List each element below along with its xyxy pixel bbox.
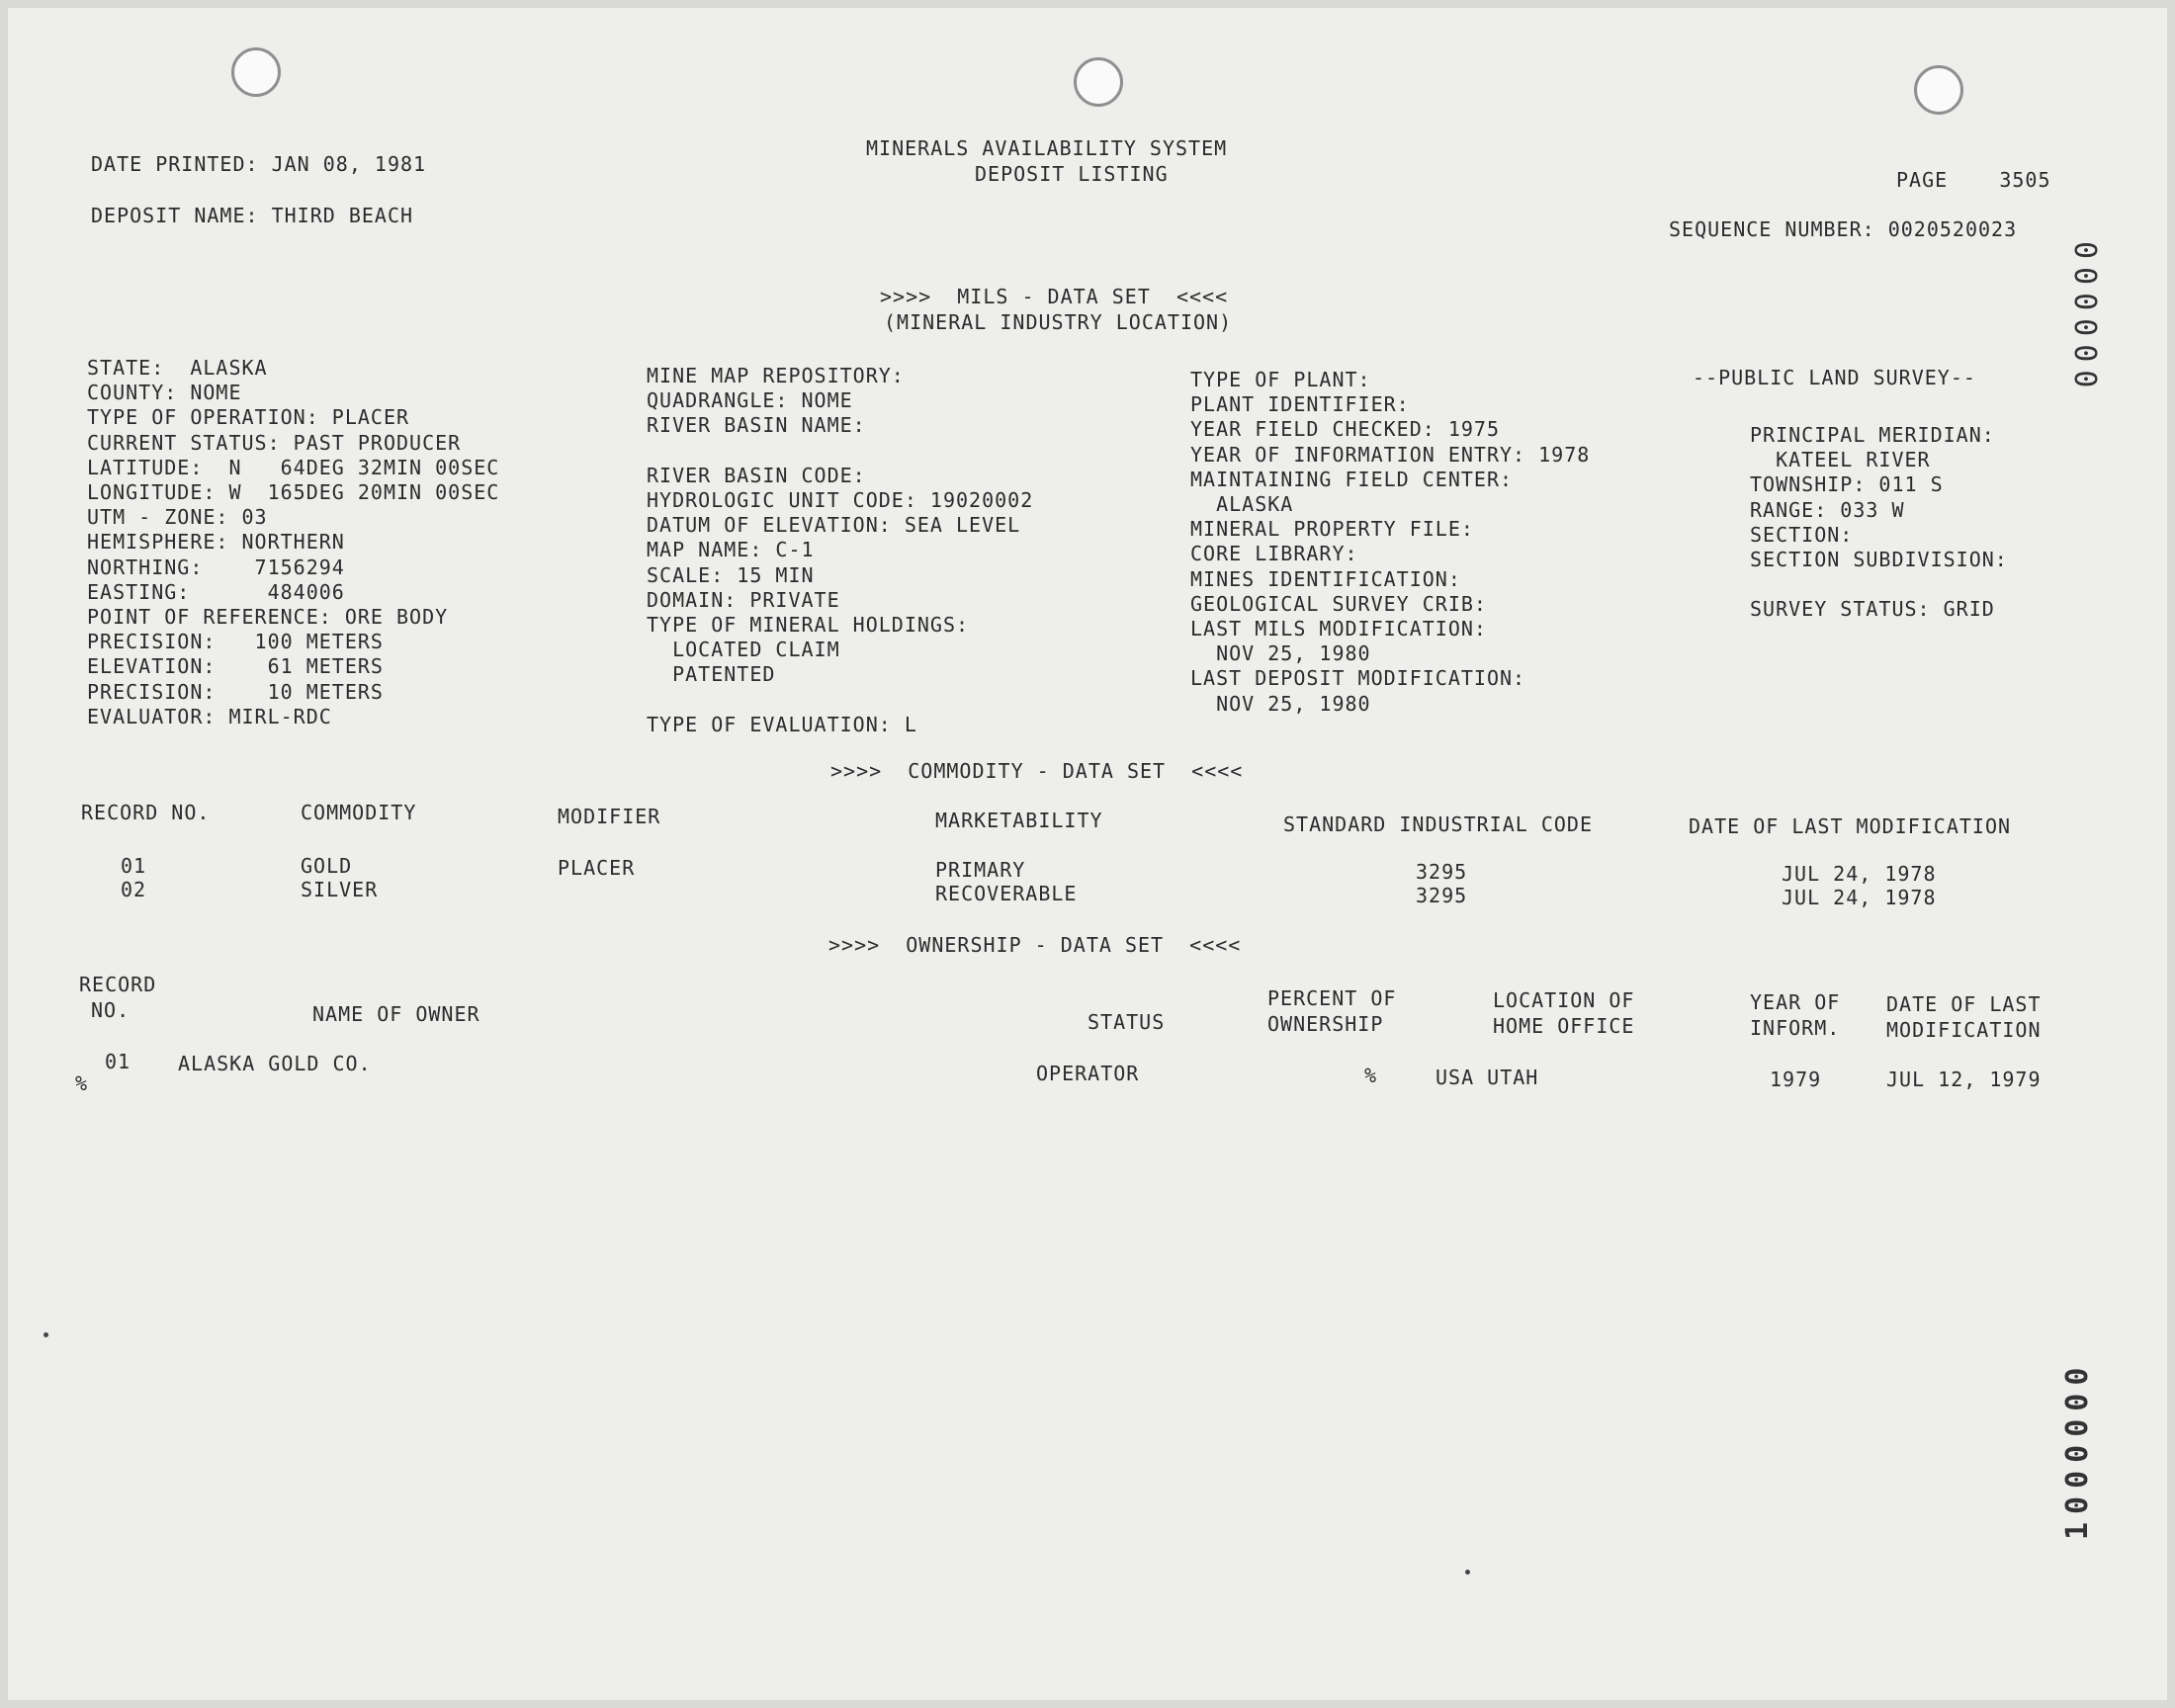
location-field-8: NORTHING: 7156294 <box>87 555 345 579</box>
margin-code-top: 000000 <box>2067 241 2102 396</box>
ownership-cell-record: 01 <box>105 1050 131 1073</box>
commodity-cell-marketability: PRIMARY <box>935 858 1026 882</box>
ownership-header-record-2: NO. <box>91 998 130 1022</box>
commodity-cell-record: 02 <box>121 878 147 901</box>
survey-field-0: PRINCIPAL MERIDIAN: <box>1750 423 1995 447</box>
plant-field-0: TYPE OF PLANT: <box>1190 368 1371 391</box>
plant-field-4: MAINTAINING FIELD CENTER: <box>1190 467 1514 491</box>
sequence-number: SEQUENCE NUMBER: 0020520023 <box>1669 217 2018 241</box>
plant-field-8: MINES IDENTIFICATION: <box>1190 566 1461 591</box>
page-number: PAGE 3505 <box>1896 168 2051 192</box>
ownership-header-year-1: YEAR OF <box>1750 990 1841 1014</box>
commodity-cell-commodity: GOLD <box>301 854 353 878</box>
binder-hole-right <box>1914 65 1963 115</box>
ownership-header-year-2: INFORM. <box>1750 1016 1841 1040</box>
map-field-6: DATUM OF ELEVATION: SEA LEVEL <box>647 513 1021 538</box>
commodity-header-last-mod: DATE OF LAST MODIFICATION <box>1689 814 2012 838</box>
commodity-cell-marketability: RECOVERABLE <box>935 882 1078 905</box>
map-field-5: HYDROLOGIC UNIT CODE: 19020002 <box>647 488 1034 512</box>
map-field-2: RIVER BASIN NAME: <box>647 413 866 438</box>
location-field-4: LATITUDE: N 64DEG 32MIN 00SEC <box>87 455 500 479</box>
plant-field-9: GEOLOGICAL SURVEY CRIB: <box>1190 591 1487 616</box>
commodity-header-commodity: COMMODITY <box>301 801 417 824</box>
commodity-header-sic: STANDARD INDUSTRIAL CODE <box>1283 812 1593 836</box>
commodity-header-marketability: MARKETABILITY <box>935 809 1103 832</box>
ownership-header-percent-1: PERCENT OF <box>1267 986 1397 1010</box>
location-field-0: STATE: ALASKA <box>87 356 268 380</box>
ownership-header-status: STATUS <box>1088 1010 1166 1034</box>
survey-field-1: KATEEL RIVER <box>1750 448 1931 472</box>
plant-field-1: PLANT IDENTIFIER: <box>1190 392 1410 417</box>
plant-field-10: LAST MILS MODIFICATION: <box>1190 617 1487 640</box>
location-field-3: CURRENT STATUS: PAST PRODUCER <box>87 430 462 455</box>
system-title: MINERALS AVAILABILITY SYSTEM <box>866 136 1228 160</box>
survey-field-5: SECTION SUBDIVISION: <box>1750 548 2008 571</box>
ownership-cell-flag: % <box>75 1071 89 1095</box>
ownership-header-owner: NAME OF OWNER <box>312 1002 480 1026</box>
survey-field-2: TOWNSHIP: 011 S <box>1750 472 1944 497</box>
plant-field-13: NOV 25, 1980 <box>1190 691 1371 716</box>
plant-field-12: LAST DEPOSIT MODIFICATION: <box>1190 666 1526 691</box>
commodity-cell-modifier: PLACER <box>558 856 636 880</box>
location-field-2: TYPE OF OPERATION: PLACER <box>87 405 410 430</box>
commodity-cell-last_mod: JUL 24, 1978 <box>1782 886 1937 909</box>
margin-code-bottom: 1000000 <box>2060 1359 2095 1540</box>
ownership-header-location-1: LOCATION OF <box>1493 988 1635 1012</box>
location-field-1: COUNTY: NOME <box>87 381 242 405</box>
ownership-header-percent-2: OWNERSHIP <box>1267 1012 1384 1036</box>
location-field-7: HEMISPHERE: NORTHERN <box>87 530 345 555</box>
commodity-cell-commodity: SILVER <box>301 878 379 901</box>
survey-field-4: SECTION: <box>1750 522 1854 547</box>
binder-hole-center <box>1074 57 1123 107</box>
ownership-heading: >>>> OWNERSHIP - DATA SET <<<< <box>828 933 1242 957</box>
deposit-name: DEPOSIT NAME: THIRD BEACH <box>91 204 414 227</box>
map-field-14: TYPE OF EVALUATION: L <box>647 712 917 736</box>
map-field-10: TYPE OF MINERAL HOLDINGS: <box>647 613 970 637</box>
location-field-12: ELEVATION: 61 METERS <box>87 654 384 679</box>
map-field-4: RIVER BASIN CODE: <box>647 463 866 487</box>
listing-title: DEPOSIT LISTING <box>975 162 1169 186</box>
commodity-header-record: RECORD NO. <box>81 801 211 824</box>
mils-subheading: (MINERAL INDUSTRY LOCATION) <box>884 310 1233 334</box>
plant-field-2: YEAR FIELD CHECKED: 1975 <box>1190 417 1500 442</box>
commodity-heading: >>>> COMMODITY - DATA SET <<<< <box>830 759 1244 783</box>
ownership-header-location-2: HOME OFFICE <box>1493 1014 1635 1038</box>
document-page <box>8 8 2167 1700</box>
commodity-header-modifier: MODIFIER <box>558 805 661 828</box>
commodity-cell-sic: 3295 <box>1416 860 1468 884</box>
location-field-5: LONGITUDE: W 165DEG 20MIN 00SEC <box>87 480 500 504</box>
commodity-cell-sic: 3295 <box>1416 884 1468 907</box>
map-field-1: QUADRANGLE: NOME <box>647 388 853 413</box>
plant-field-6: MINERAL PROPERTY FILE: <box>1190 517 1474 542</box>
ownership-cell-status: OPERATOR <box>1036 1062 1140 1085</box>
survey-field-3: RANGE: 033 W <box>1750 497 1905 522</box>
location-field-13: PRECISION: 10 METERS <box>87 679 384 704</box>
binder-hole-left <box>231 47 281 97</box>
mils-heading: >>>> MILS - DATA SET <<<< <box>880 285 1229 308</box>
plant-field-3: YEAR OF INFORMATION ENTRY: 1978 <box>1190 442 1591 467</box>
map-field-9: DOMAIN: PRIVATE <box>647 587 840 612</box>
location-field-6: UTM - ZONE: 03 <box>87 505 268 530</box>
map-field-8: SCALE: 15 MIN <box>647 562 815 587</box>
plant-field-11: NOV 25, 1980 <box>1190 641 1371 666</box>
map-field-12: PATENTED <box>647 662 776 687</box>
commodity-cell-last_mod: JUL 24, 1978 <box>1782 862 1937 886</box>
ownership-cell-last_mod: JUL 12, 1979 <box>1886 1068 2042 1091</box>
map-field-0: MINE MAP REPOSITORY: <box>647 364 905 387</box>
ownership-cell-location: USA UTAH <box>1436 1066 1539 1089</box>
ownership-cell-owner: ALASKA GOLD CO. <box>178 1052 372 1075</box>
stray-mark <box>44 1332 48 1337</box>
plant-field-7: CORE LIBRARY: <box>1190 542 1358 566</box>
survey-field-7: SURVEY STATUS: GRID <box>1750 597 1995 622</box>
date-printed: DATE PRINTED: JAN 08, 1981 <box>91 152 427 176</box>
map-field-11: LOCATED CLAIM <box>647 638 840 662</box>
stray-mark <box>1465 1570 1470 1575</box>
public-land-survey-heading: --PUBLIC LAND SURVEY-- <box>1693 366 1976 389</box>
location-field-9: EASTING: 484006 <box>87 579 345 604</box>
location-field-14: EVALUATOR: MIRL-RDC <box>87 704 332 728</box>
ownership-header-lastmod-2: MODIFICATION <box>1886 1018 2042 1042</box>
location-field-11: PRECISION: 100 METERS <box>87 630 384 654</box>
location-field-10: POINT OF REFERENCE: ORE BODY <box>87 605 449 629</box>
ownership-cell-year: 1979 <box>1770 1068 1822 1091</box>
map-field-7: MAP NAME: C-1 <box>647 538 815 562</box>
ownership-header-lastmod-1: DATE OF LAST <box>1886 992 2042 1016</box>
plant-field-5: ALASKA <box>1190 492 1294 516</box>
commodity-cell-record: 01 <box>121 854 147 878</box>
ownership-header-record-1: RECORD <box>79 973 157 996</box>
ownership-cell-percent: % <box>1364 1064 1378 1087</box>
